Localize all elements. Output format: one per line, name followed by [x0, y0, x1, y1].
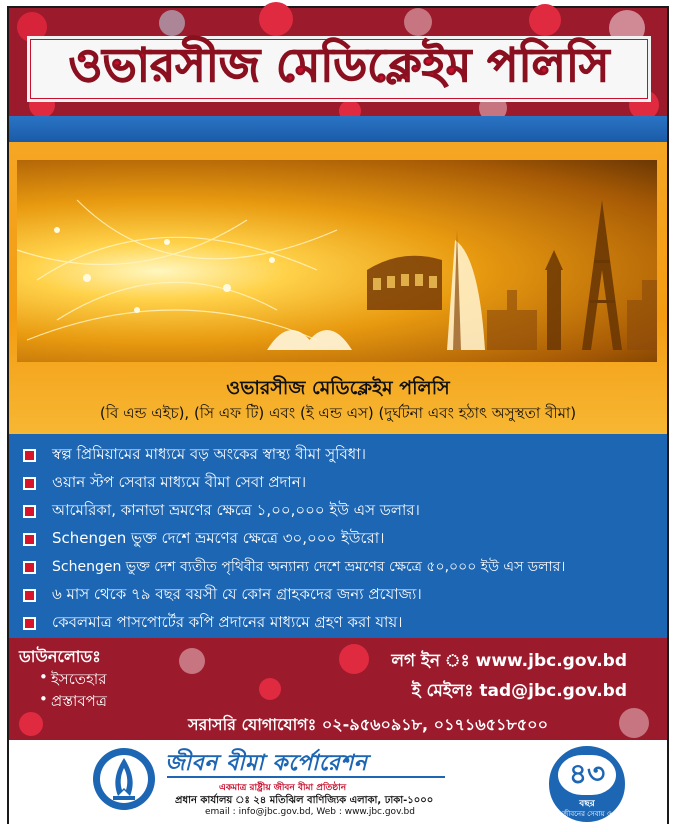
square-bullet-icon: [23, 533, 36, 546]
badge-number: ৪৩: [558, 755, 616, 795]
badge-motto: জীবনের সেবায় ও আস্থায়: [561, 810, 613, 830]
feature-text: আমেরিকা, কানাডা ভ্রমণের ক্ষেত্রে ১,০০,০০০ ইউ এস ডলার।: [52, 500, 420, 519]
policy-title: ওভারসীজ মেডিক্লেইম পলিসি: [226, 377, 450, 399]
features-list: [9, 434, 667, 638]
feature-text: ৬ মাস থেকে ৭৯ বছর বয়সী যে কোন গ্রাহকদের জন্য প্রযোজ্য।: [52, 584, 422, 603]
list-item: [23, 526, 385, 552]
list-item: [23, 498, 420, 524]
travel-landmarks-image: [17, 160, 657, 362]
blue-strip: [9, 116, 667, 142]
footer: [9, 740, 667, 830]
email-link[interactable]: ই মেইলঃ tad@jbc.gov.bd: [411, 681, 627, 701]
feature-text: ওয়ান স্টপ সেবার মাধ্যমে বীমা সেবা প্রদান।: [52, 472, 307, 491]
org-web-contact[interactable]: email : info@jbc.gov.bd, Web : www.jbc.gov.bd: [205, 807, 415, 817]
download-title: ডাউনলোডঃ: [19, 647, 101, 666]
feature-text: Schengen ভুক্ত দেশে ভ্রমণের ক্ষেত্রে ৩০,০০০ ইউরো।: [52, 528, 385, 547]
list-item: [23, 554, 565, 580]
header-title-box: [27, 36, 651, 102]
square-bullet-icon: [23, 617, 36, 630]
page-title: ওভারসীজ মেডিক্লেইম পলিসি: [68, 38, 610, 92]
org-tagline: একমাত্র রাষ্ট্রীয় জীবন বীমা প্রতিষ্ঠান: [219, 783, 347, 793]
jbc-logo-icon: [91, 746, 157, 812]
list-item: [23, 442, 366, 468]
square-bullet-icon: [23, 449, 36, 462]
badge-years: বছর: [579, 799, 595, 809]
square-bullet-icon: [23, 589, 36, 602]
decorative-dot: [179, 648, 205, 674]
download-link-manifesto[interactable]: • ইসতেহার: [51, 668, 106, 693]
decorative-dot: [259, 678, 281, 700]
orange-band: [9, 142, 667, 434]
header-banner: [9, 8, 667, 116]
org-name-underline: [167, 776, 445, 778]
square-bullet-icon: [23, 505, 36, 518]
org-address: প্রধান কার্যালয় ঃ ২৪ মতিঝিল বাণিজ্যিক এলাকা, ঢাকা-১০০০: [175, 795, 434, 806]
feature-text: কেবলমাত্র পাসপোর্টের কপি প্রদানের মাধ্যমে গ্রহণ করা যায়।: [52, 612, 403, 631]
square-bullet-icon: [23, 561, 36, 574]
list-item: [23, 610, 403, 636]
poster: [7, 6, 669, 830]
landmarks-illustration: [17, 160, 657, 362]
decorative-dot: [339, 644, 369, 674]
download-link-proposal[interactable]: • প্রস্তাবপত্র: [51, 690, 107, 715]
feature-text: Schengen ভুক্ত দেশ ব্যতীত পৃথিবীর অন্যান্য দেশে ভ্রমণের ক্ষেত্রে ৫০,০০০ ইউ এস ডলার।: [52, 559, 566, 575]
login-link[interactable]: লগ ইন ঃ www.jbc.gov.bd: [391, 651, 627, 671]
direct-contact: সরাসরি যোগাযোগঃ ০২-৯৫৬০৯১৮, ০১৭১৬৫১৮৫০০: [187, 715, 548, 734]
org-name: জীবন বীমা কর্পোরেশন: [165, 751, 368, 776]
feature-text: স্বল্প প্রিমিয়ামের মাধ্যমে বড় অংকের স্বাস্থ্য বীমা সুবিধা।: [52, 444, 366, 463]
policy-subtitle: (বি এন্ড এইচ), (সি এফ টি) এবং (ই এন্ড এস) (দুর্ঘটনা এবং হঠাৎ অসুস্থতা বীমা): [99, 404, 577, 422]
contact-section: [9, 638, 667, 740]
anniversary-badge: [549, 746, 625, 830]
square-bullet-icon: [23, 477, 36, 490]
list-item: [23, 470, 306, 496]
list-item: [23, 582, 422, 608]
